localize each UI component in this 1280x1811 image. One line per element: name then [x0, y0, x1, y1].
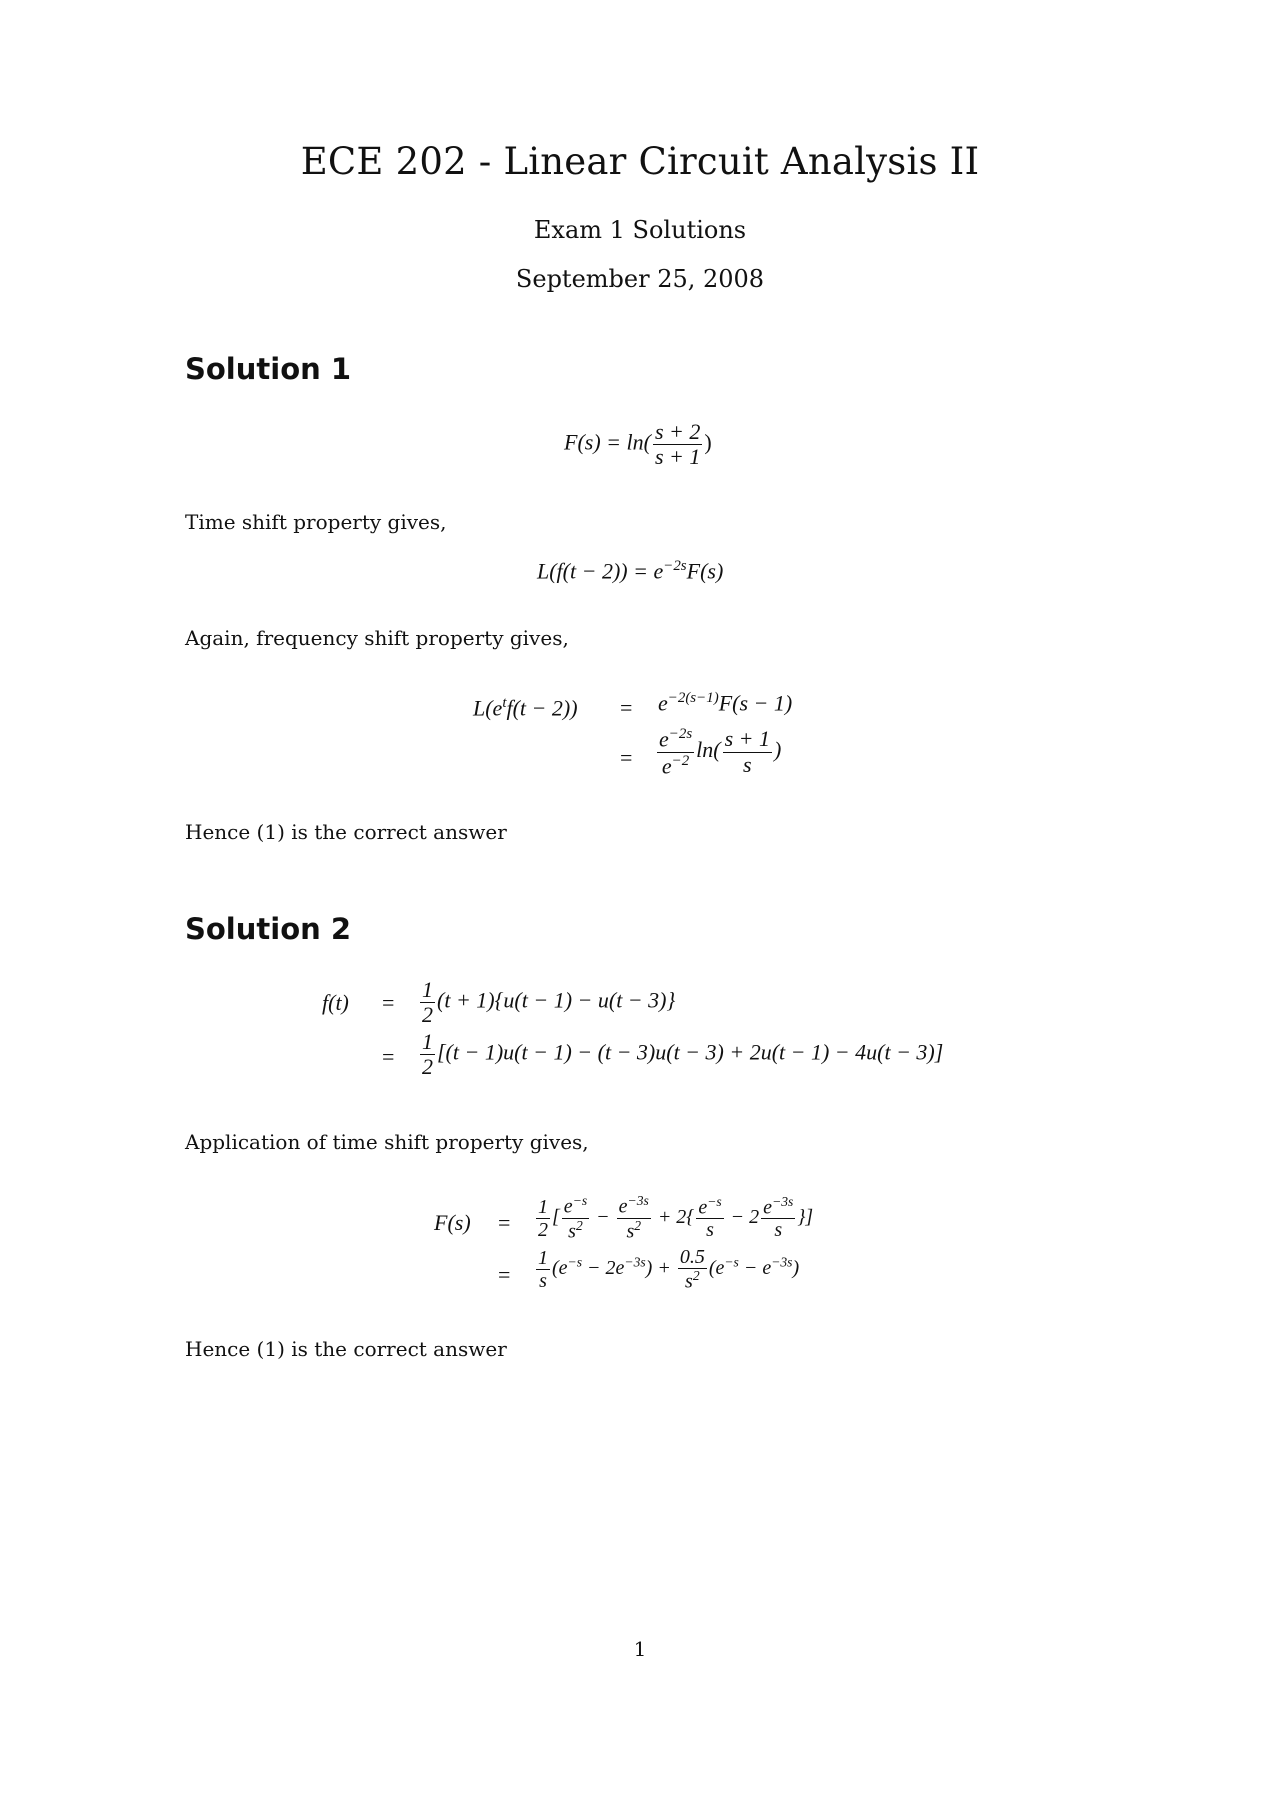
time-shift-text: Time shift property gives, — [185, 510, 447, 534]
eq-Fs-l1-b-den: s — [568, 1220, 576, 1243]
eq-Fs-l2-end1-exp: −s — [724, 1254, 739, 1270]
eq-fs-equals-1: = — [620, 695, 633, 720]
eq-Fs-l1-frac-e — [761, 1195, 795, 1242]
eq-f-line1-rest: (t + 1){u(t − 1) − u(t − 3)} — [437, 987, 676, 1013]
eq-Fs-l1-minus: − — [596, 1205, 610, 1228]
eq-Fs-l1-plus2: + 2{ — [657, 1205, 695, 1228]
document-title: ECE 202 - Linear Circuit Analysis II — [300, 140, 980, 183]
eq-Fs-l2-mid2: − 2e — [587, 1256, 625, 1279]
frequency-shift-text: Again, frequency shift property gives, — [185, 626, 569, 650]
solution-1-conclusion: Hence (1) is the correct answer — [185, 820, 507, 844]
eq-fs-end: ) — [774, 737, 782, 763]
eq-fs-line1 — [658, 690, 792, 716]
eq-Fs-l1-e-den: s — [774, 1219, 783, 1242]
eq-Fs-l1-half — [536, 1196, 550, 1241]
eq-f-lhs: f(t) — [322, 990, 349, 1015]
eq-f-half-1 — [420, 978, 435, 1027]
eq-f-line2-rest: [(t − 1)u(t − 1) − (t − 3)u(t − 3) + 2u(t − 1) − 4u(t − 3)] — [437, 1039, 944, 1065]
eq-f-half-1-den: 2 — [422, 1002, 433, 1028]
eq-Fs-l1-e-num-exp: −3s — [772, 1193, 794, 1209]
eq-Fs-l1-d-den: s — [706, 1219, 714, 1242]
eq-Fs-l1-a-den: 2 — [538, 1218, 548, 1241]
eq-Fs-l2-mid2-exp: −3s — [624, 1254, 646, 1270]
eq-Fs-l1-c-den-exp: 2 — [634, 1217, 642, 1233]
eq-Fs-l2-end2-exp: −3s — [771, 1254, 793, 1270]
eq-ts-rhs: F(s) — [686, 558, 724, 584]
eq-Fs-l2-end3: ) — [792, 1256, 800, 1279]
eq-fs-lhs — [473, 695, 578, 721]
eq-f-half-1-num: 1 — [422, 977, 433, 1002]
eq-f-line1 — [418, 978, 675, 1027]
eq-fs-line2 — [655, 726, 781, 778]
eq-Fs-l2-b-den-exp: 2 — [692, 1268, 700, 1283]
eq-F-rhs: ) — [704, 429, 712, 455]
eq-Fs-l2-b-den: s — [685, 1270, 693, 1293]
eq-ts-exp: −2s — [663, 558, 687, 574]
eq-F-lhs: F(s) = ln( — [564, 429, 651, 455]
eq-Fs-l1-b-num-exp: −s — [572, 1193, 588, 1208]
eq-Fs-equals-2: = — [498, 1262, 511, 1287]
eq-Fs-equals-1: = — [498, 1210, 511, 1235]
eq-Fs-l1-c-den: s — [626, 1220, 635, 1243]
eq-ts-lhs: L(f(t − 2)) = e — [537, 558, 664, 584]
eq-Fs-l1-minus2: − 2 — [730, 1205, 760, 1228]
equation-time-shift — [537, 558, 723, 584]
eq-fs-line1-base: e — [658, 690, 668, 716]
eq-fs-frac1-den: e — [661, 752, 672, 778]
eq-fs-ln: ln( — [696, 737, 721, 763]
eq-Fs-l2-b-num: 0.5 — [679, 1246, 705, 1268]
eq-Fs-l2-end2: − e — [743, 1256, 772, 1279]
eq-F-numerator: s + 2 — [654, 419, 701, 444]
equation-F-of-s — [564, 420, 712, 469]
solution-1-heading: Solution 1 — [185, 352, 352, 386]
eq-Fs-l2-mid1-exp: −s — [567, 1254, 583, 1270]
eq-f-equals-1: = — [382, 990, 395, 1015]
eq-f-half-2-num: 1 — [422, 1029, 433, 1054]
document-subtitle: Exam 1 Solutions — [533, 216, 747, 244]
eq-Fs-l1-d-num: e — [698, 1196, 708, 1219]
eq-fs-frac2-num: s + 1 — [724, 726, 771, 752]
eq-Fs-lhs: F(s) — [434, 1210, 471, 1235]
solution-2-heading: Solution 2 — [185, 912, 352, 946]
eq-Fs-l1-frac-c — [617, 1194, 651, 1242]
eq-Fs-l1-bracket: [ — [552, 1205, 560, 1228]
eq-F-denominator: s + 1 — [654, 444, 701, 470]
eq-Fs-l1-c-num-exp: −3s — [627, 1193, 649, 1208]
eq-Fs-l1-d-num-exp: −s — [707, 1193, 722, 1209]
eq-fs-line1-rest: F(s − 1) — [718, 690, 793, 716]
eq-fs-lhs-base: L(e — [473, 695, 503, 721]
eq-fs-equals-2: = — [620, 745, 633, 770]
eq-fs-lhs-rest: f(t − 2)) — [506, 695, 578, 721]
eq-Fs-l1-frac-b — [562, 1194, 589, 1242]
eq-Fs-line1 — [534, 1194, 813, 1242]
eq-fs-line1-exp: −2(s−1) — [667, 690, 719, 706]
eq-fs-lhs-exp: t — [502, 695, 507, 711]
eq-Fs-l1-c-num: e — [618, 1195, 628, 1218]
eq-f-half-2-den: 2 — [422, 1054, 433, 1080]
eq-Fs-line2 — [534, 1246, 799, 1293]
eq-fs-frac2-den: s — [743, 751, 752, 777]
eq-fs-frac1-den-exp: −2 — [671, 752, 690, 769]
eq-Fs-l2-end1: (e — [708, 1256, 725, 1279]
eq-Fs-l2-a-den: s — [539, 1269, 547, 1292]
eq-Fs-l2-mid1: (e — [552, 1256, 568, 1279]
eq-Fs-l1-frac-d — [696, 1195, 723, 1242]
eq-fs-frac-exp — [657, 726, 694, 778]
eq-Fs-l1-a-num: 1 — [538, 1195, 548, 1218]
eq-Fs-l2-frac-a — [536, 1247, 550, 1292]
eq-Fs-l1-b-den-exp: 2 — [575, 1217, 583, 1233]
eq-fs-frac-ln — [723, 727, 772, 776]
eq-Fs-l2-mid3: ) + — [645, 1256, 671, 1279]
eq-f-line2 — [418, 1030, 943, 1079]
eq-F-fraction — [653, 420, 702, 469]
eq-Fs-l2-frac-b — [678, 1246, 707, 1293]
eq-fs-frac1-num-exp: −2s — [668, 726, 693, 742]
eq-Fs-l1-end: }] — [797, 1205, 814, 1228]
eq-Fs-l1-b-num: e — [563, 1195, 573, 1218]
document-date: September 25, 2008 — [515, 265, 765, 293]
application-text: Application of time shift property gives, — [185, 1130, 589, 1154]
eq-f-half-2 — [420, 1030, 435, 1079]
eq-Fs-l2-a-num: 1 — [538, 1246, 548, 1269]
eq-f-equals-2: = — [382, 1044, 395, 1069]
eq-Fs-l1-e-num: e — [763, 1196, 773, 1219]
page-number: 1 — [633, 1637, 647, 1661]
solution-2-conclusion: Hence (1) is the correct answer — [185, 1337, 507, 1361]
eq-fs-frac1-num: e — [659, 726, 669, 752]
